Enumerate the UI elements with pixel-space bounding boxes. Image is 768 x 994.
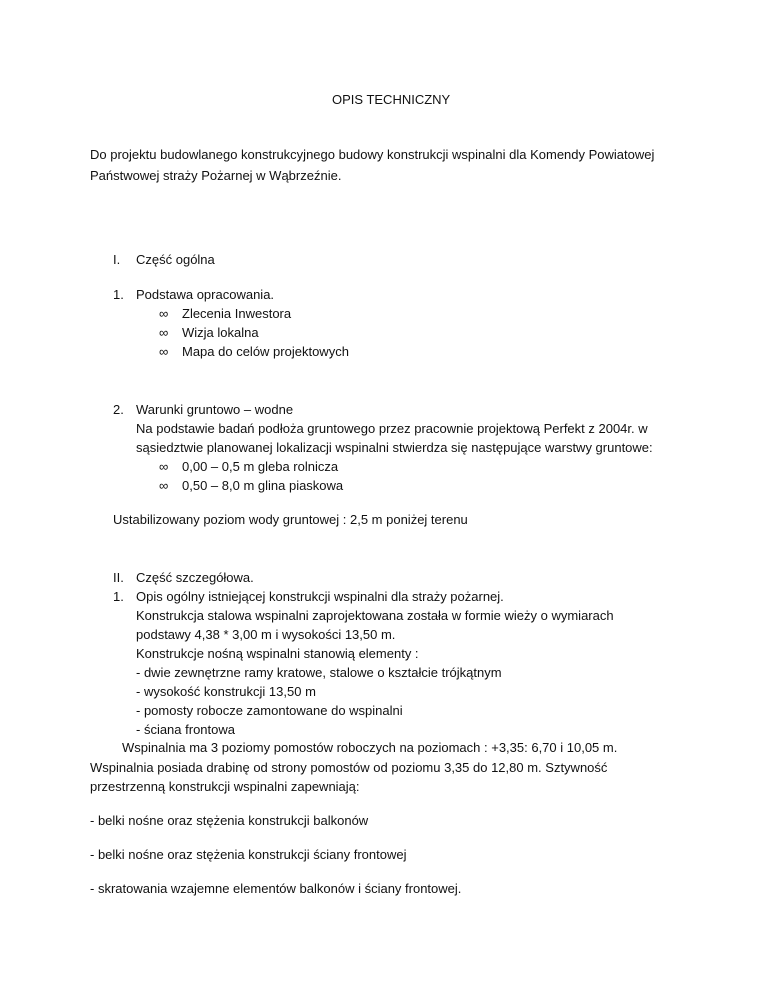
document-title: OPIS TECHNICZNY — [332, 92, 451, 107]
item-1-number: 1. — [113, 287, 124, 302]
bullet-icon: ∞ — [159, 478, 169, 493]
list-item: - skratowania wzajemne elementów balkonów i ściany frontowej. — [90, 881, 462, 896]
item-2-number: 2. — [113, 402, 124, 417]
item-2-paragraph-line-1: Na podstawie badań podłoża gruntowego przez pracownie projektową Perfekt z 2004r. w — [136, 421, 648, 436]
list-item: Wizja lokalna — [182, 325, 259, 340]
description-line: Konstrukcja stalowa wspinalni zaprojektowana została w formie wieży o wymiarach — [136, 608, 614, 623]
section-1-numeral: I. — [113, 252, 121, 267]
list-item: - belki nośne oraz stężenia konstrukcji ściany frontowej — [90, 847, 407, 862]
description-line: - wysokość konstrukcji 13,50 m — [136, 684, 316, 699]
paragraph-line: przestrzenną konstrukcji wspinalni zapewniają: — [90, 779, 360, 794]
section-2-item-1-heading: Opis ogólny istniejącej konstrukcji wspinalni dla straży pożarnej. — [136, 589, 504, 604]
intro-line-2: Państwowej straży Pożarnej w Wąbrzeźnie. — [90, 168, 342, 183]
paragraph-line: Wspinalnia posiada drabinę od strony pomostów od poziomu 3,35 do 12,80 m. Sztywność — [90, 760, 608, 775]
list-item: 0,50 – 8,0 m glina piaskowa — [182, 478, 344, 493]
description-line: Konstrukcje nośną wspinalni stanowią elementy : — [136, 646, 419, 661]
list-item: 0,00 – 0,5 m gleba rolnicza — [182, 459, 339, 474]
item-2-paragraph-line-2: sąsiedztwie planowanej lokalizacji wspinalni stwierdza się następujące warstwy gruntowe: — [136, 440, 653, 455]
bullet-icon: ∞ — [159, 325, 169, 340]
intro-line-1: Do projektu budowlanego konstrukcyjnego budowy konstrukcji wspinalni dla Komendy Powiatowej — [90, 147, 655, 162]
water-level-note: Ustabilizowany poziom wody gruntowej : 2,5 m poniżej terenu — [113, 512, 468, 527]
description-line: - ściana frontowa — [136, 722, 235, 737]
section-2-item-1-number: 1. — [113, 589, 124, 604]
section-1-heading: Część ogólna — [136, 252, 215, 267]
item-2-heading: Warunki gruntowo – wodne — [136, 402, 294, 417]
list-item: Mapa do celów projektowych — [182, 344, 349, 359]
description-line: podstawy 4,38 * 3,00 m i wysokości 13,50 m. — [136, 627, 396, 642]
section-2-heading: Część szczegółowa. — [136, 570, 254, 585]
description-line: - dwie zewnętrzne ramy kratowe, stalowe o kształcie trójkątnym — [136, 665, 502, 680]
item-1-heading: Podstawa opracowania. — [136, 287, 275, 302]
list-item: - belki nośne oraz stężenia konstrukcji balkonów — [90, 813, 369, 828]
bullet-icon: ∞ — [159, 306, 169, 321]
list-item: Zlecenia Inwestora — [182, 306, 292, 321]
paragraph-line: Wspinalnia ma 3 poziomy pomostów roboczych na poziomach : +3,35: 6,70 i 10,05 m. — [122, 740, 618, 755]
bullet-icon: ∞ — [159, 344, 169, 359]
description-line: - pomosty robocze zamontowane do wspinalni — [136, 703, 403, 718]
bullet-icon: ∞ — [159, 459, 169, 474]
section-2-numeral: II. — [113, 570, 124, 585]
